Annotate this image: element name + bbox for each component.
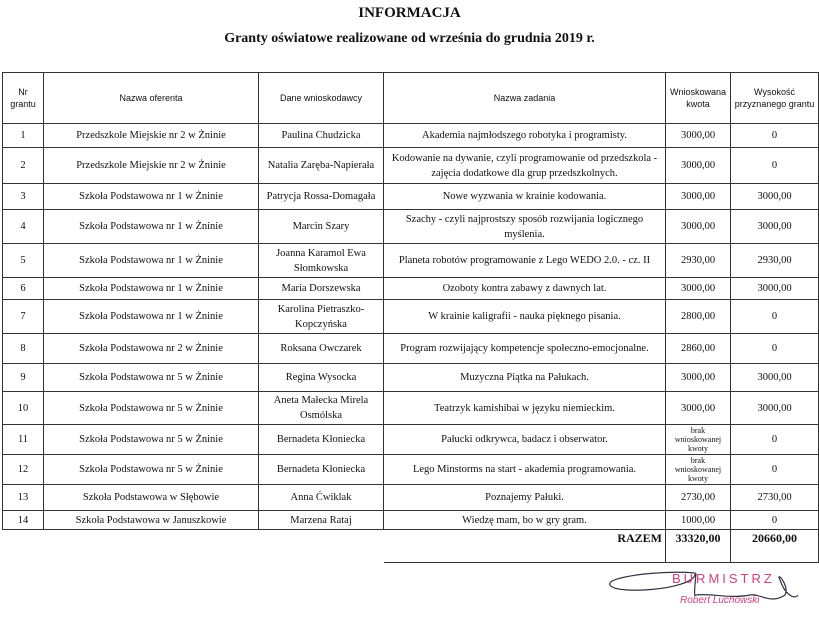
task-name: Ozoboty kontra zabawy z dawnych lat. (384, 278, 666, 300)
granted-amount: 2930,00 (731, 244, 819, 278)
document-subtitle: Granty oświatowe realizowane od września do grudnia 2019 r. (224, 31, 595, 46)
applicant-person: Natalia Zaręba-Napierała (259, 148, 384, 184)
granted-amount: 0 (731, 455, 819, 485)
requested-amount: 3000,00 (666, 184, 731, 210)
header-oferent: Nazwa oferenta (44, 73, 259, 124)
header-nr: Nr grantu (3, 73, 44, 124)
task-name: Pałucki odkrywca, badacz i obserwator. (384, 425, 666, 455)
requested-amount: 3000,00 (666, 210, 731, 244)
applicant-org: Szkoła Podstawowa nr 5 w Żninie (44, 425, 259, 455)
task-name: Nowe wyzwania w krainie kodowania. (384, 184, 666, 210)
granted-amount: 2730,00 (731, 485, 819, 511)
table-row (3, 425, 819, 455)
task-name: Kodowanie na dywanie, czyli programowanie od przedszkola - zajęcia dodatkowe dla grup przedszkolnych. (384, 148, 666, 184)
grant-number: 13 (3, 485, 44, 511)
applicant-person: Maria Dorszewska (259, 278, 384, 300)
table-row (3, 392, 819, 425)
document-title: INFORMACJA (358, 5, 461, 21)
signature-role: BURMISTRZ (672, 571, 775, 586)
header-kwota: Wnioskowana kwota (666, 73, 731, 124)
grant-number: 3 (3, 184, 44, 210)
requested-amount: 2930,00 (666, 244, 731, 278)
table-row (3, 364, 819, 392)
applicant-org: Szkoła Podstawowa nr 5 w Żninie (44, 364, 259, 392)
applicant-person: Paulina Chudzicka (259, 124, 384, 148)
task-name: Muzyczna Piątka na Pałukach. (384, 364, 666, 392)
applicant-person: Joanna Karamol Ewa Słomkowska (259, 244, 384, 278)
table-row (3, 184, 819, 210)
granted-amount: 3000,00 (731, 392, 819, 425)
table-row (3, 148, 819, 184)
grant-number: 14 (3, 511, 44, 530)
signature-block (0, 565, 819, 615)
table-row (3, 334, 819, 364)
requested-amount: 3000,00 (666, 148, 731, 184)
grant-number: 2 (3, 148, 44, 184)
granted-amount: 0 (731, 148, 819, 184)
grant-number: 11 (3, 425, 44, 455)
task-name: W krainie kaligrafii - nauka pięknego pisania. (384, 300, 666, 334)
applicant-person: Marcin Szary (259, 210, 384, 244)
total-granted: 20660,00 (731, 530, 819, 563)
granted-amount: 3000,00 (731, 210, 819, 244)
applicant-person: Bernadeta Kłoniecka (259, 455, 384, 485)
requested-amount: 3000,00 (666, 364, 731, 392)
table-row (3, 300, 819, 334)
granted-amount: 0 (731, 300, 819, 334)
table-row (3, 278, 819, 300)
requested-amount: 1000,00 (666, 511, 731, 530)
applicant-org: Szkoła Podstawowa nr 1 w Żninie (44, 244, 259, 278)
requested-amount: 2730,00 (666, 485, 731, 511)
requested-amount: 3000,00 (666, 124, 731, 148)
table-row (3, 124, 819, 148)
granted-amount: 3000,00 (731, 184, 819, 210)
applicant-person: Karolina Pietraszko-Kopczyńska (259, 300, 384, 334)
total-row (3, 530, 819, 563)
granted-amount: 0 (731, 334, 819, 364)
task-name: Akademia najmłodszego robotyka i programisty. (384, 124, 666, 148)
requested-amount: 2800,00 (666, 300, 731, 334)
applicant-org: Szkoła Podstawowa nr 2 w Żninie (44, 334, 259, 364)
requested-amount: 2860,00 (666, 334, 731, 364)
total-requested: 33320,00 (666, 530, 731, 563)
applicant-person: Regina Wysocka (259, 364, 384, 392)
task-name: Lego Minstorms na start - akademia programowania. (384, 455, 666, 485)
applicant-org: Przedszkole Miejskie nr 2 w Żninie (44, 148, 259, 184)
task-name: Poznajemy Pałuki. (384, 485, 666, 511)
applicant-person: Patrycja Rossa-Domagała (259, 184, 384, 210)
grant-number: 1 (3, 124, 44, 148)
table-row (3, 485, 819, 511)
table-header (3, 73, 819, 124)
grant-number: 5 (3, 244, 44, 278)
applicant-person: Anna Ćwiklak (259, 485, 384, 511)
requested-amount: 3000,00 (666, 392, 731, 425)
requested-amount: 3000,00 (666, 278, 731, 300)
task-name: Program rozwijający kompetencje społeczno-emocjonalne. (384, 334, 666, 364)
applicant-org: Szkoła Podstawowa w Słębowie (44, 485, 259, 511)
applicant-person: Roksana Owczarek (259, 334, 384, 364)
applicant-org: Szkoła Podstawowa w Januszkowie (44, 511, 259, 530)
grant-number: 10 (3, 392, 44, 425)
task-name: Planeta robotów programowanie z Lego WEDO 2.0. - cz. II (384, 244, 666, 278)
applicant-org: Szkoła Podstawowa nr 5 w Żninie (44, 455, 259, 485)
table-row (3, 244, 819, 278)
applicant-person: Aneta Małecka Mirela Osmólska (259, 392, 384, 425)
granted-amount: 0 (731, 124, 819, 148)
grant-number: 9 (3, 364, 44, 392)
grant-number: 7 (3, 300, 44, 334)
applicant-org: Szkoła Podstawowa nr 1 w Żninie (44, 184, 259, 210)
grants-table (2, 72, 819, 563)
task-name: Szachy - czyli najprostszy sposób rozwijania logicznego myślenia. (384, 210, 666, 244)
header-wnioskodawca: Dane wnioskodawcy (259, 73, 384, 124)
task-name: Teatrzyk kamishibai w języku niemieckim. (384, 392, 666, 425)
applicant-person: Bernadeta Kłoniecka (259, 425, 384, 455)
applicant-org: Szkoła Podstawowa nr 1 w Żninie (44, 210, 259, 244)
requested-amount: brak wnioskowanej kwoty (666, 425, 731, 455)
task-name: Wiedzę mam, bo w gry gram. (384, 511, 666, 530)
granted-amount: 3000,00 (731, 364, 819, 392)
grant-number: 12 (3, 455, 44, 485)
applicant-org: Przedszkole Miejskie nr 2 w Żninie (44, 124, 259, 148)
applicant-person: Marzena Rataj (259, 511, 384, 530)
applicant-org: Szkoła Podstawowa nr 5 w Żninie (44, 392, 259, 425)
signature-name: Robert Luchowski (680, 595, 760, 606)
header-zadanie: Nazwa zadania (384, 73, 666, 124)
header-grant: Wysokość przyznanego grantu (731, 73, 819, 124)
grant-number: 4 (3, 210, 44, 244)
granted-amount: 0 (731, 425, 819, 455)
table-row (3, 210, 819, 244)
applicant-org: Szkoła Podstawowa nr 1 w Żninie (44, 278, 259, 300)
grant-number: 6 (3, 278, 44, 300)
table-row (3, 455, 819, 485)
applicant-org: Szkoła Podstawowa nr 1 w Żninie (44, 300, 259, 334)
grant-number: 8 (3, 334, 44, 364)
total-label: RAZEM (384, 530, 666, 563)
requested-amount: brak wnioskowanej kwoty (666, 455, 731, 485)
granted-amount: 3000,00 (731, 278, 819, 300)
table-row (3, 511, 819, 530)
granted-amount: 0 (731, 511, 819, 530)
